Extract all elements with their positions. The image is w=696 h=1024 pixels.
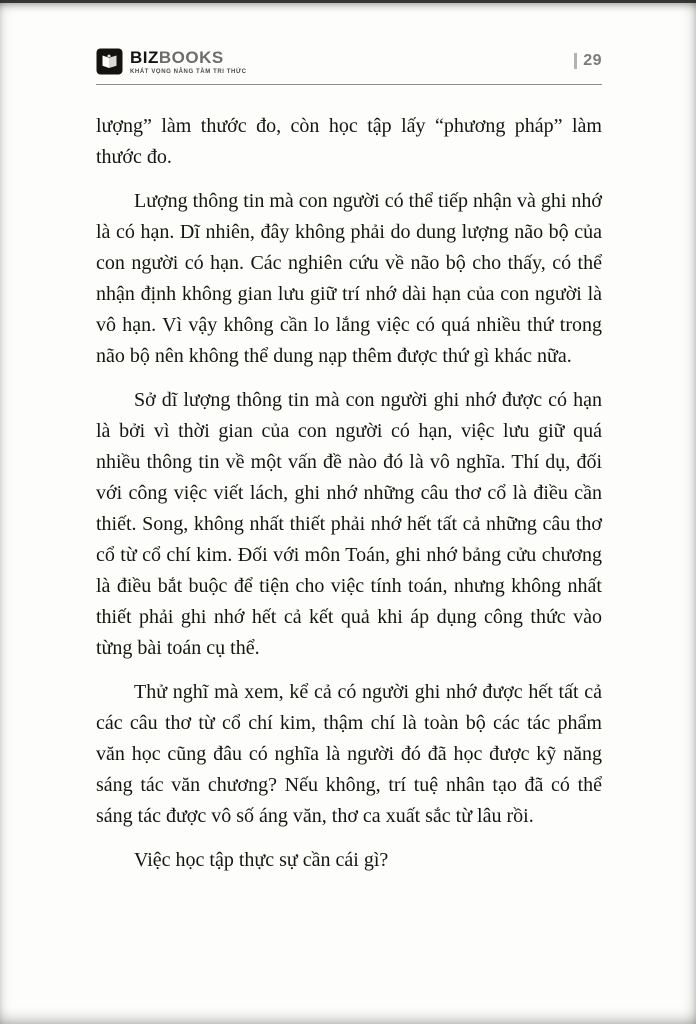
publisher-name [130, 49, 247, 66]
publisher-name-biz: BIZ [130, 47, 159, 67]
publisher-logo [96, 48, 247, 75]
page-number-divider [574, 53, 577, 69]
page-number-block [574, 52, 602, 70]
page-number: 29 [583, 52, 602, 69]
paragraph: Thử nghĩ mà xem, kể cả có người ghi nhớ được hết tất cả các câu thơ từ cổ chí kim, thậm chí là toàn bộ các tác phẩm văn học cũng đâu có nghĩa là người đó đã học được kỹ năng sáng tác văn chương? Nếu không, trí tuệ nhân tạo đã có thể sáng tác được vô số áng văn, thơ ca xuất sắc từ lâu rồi. [96, 681, 602, 827]
publisher-name-books: BOOKS [158, 47, 224, 67]
paragraph: Lượng thông tin mà con người có thể tiếp nhận và ghi nhớ là có hạn. Dĩ nhiên, đây không phải do dung lượng não bộ của con người có hạn. Các nghiên cứu về não bộ cho thấy, có thể nhận định không gian lưu giữ trí nhớ dài hạn của con người là vô hạn. Vì vậy không cần lo lắng việc có quá nhiều thứ trong não bộ nên không thể dung nạp thêm được thứ gì khác nữa. [96, 190, 602, 367]
publisher-tagline: KHÁT VỌNG NÂNG TẦM TRI THỨC [130, 68, 247, 75]
publisher-name-block [130, 49, 247, 75]
paragraph: lượng” làm thước đo, còn học tập lấy “phương pháp” làm thước đo. [96, 115, 602, 168]
bizbooks-logo-icon [96, 48, 123, 75]
paragraph: Sở dĩ lượng thông tin mà con người ghi nhớ được có hạn là bởi vì thời gian của con người có hạn, việc lưu giữ quá nhiều thông tin về một vấn đề nào đó là vô nghĩa. Thí dụ, đối với công việc viết lách, ghi nhớ những câu thơ cổ là điều cần thiết. Song, không nhất thiết phải nhớ hết tất cả những câu thơ cổ từ cổ chí kim. Đối với môn Toán, ghi nhớ bảng cửu chương là điều bắt buộc để tiện cho việc tính toán, nhưng không nhất thiết phải ghi nhớ hết cả kết quả khi áp dụng công thức vào từng bài toán cụ thể. [96, 389, 602, 659]
paragraph: Việc học tập thực sự cần cái gì? [134, 849, 389, 871]
page-header [96, 48, 602, 85]
page-body-text [96, 111, 602, 876]
